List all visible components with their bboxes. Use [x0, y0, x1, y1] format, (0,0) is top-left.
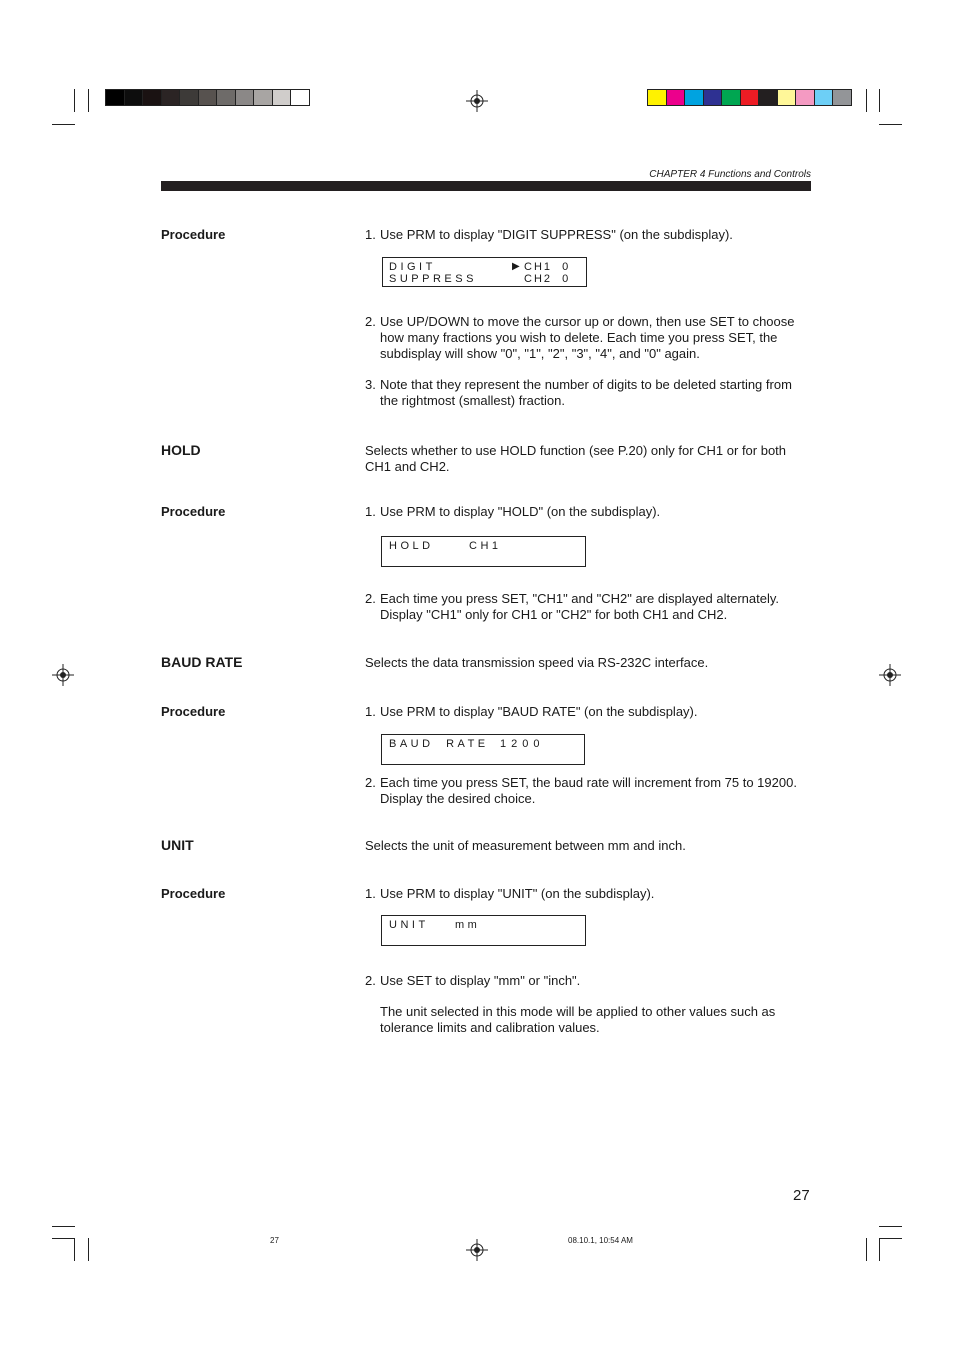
footer-page-ref: 27 [270, 1236, 279, 1245]
color-swatch [235, 89, 255, 106]
procedure-label: Procedure [161, 227, 226, 242]
step-number: 2. [365, 775, 376, 790]
display-text: 1200 [500, 738, 545, 750]
color-swatch [666, 89, 686, 106]
crop-mark [879, 1226, 902, 1227]
step-number: 1. [365, 504, 376, 519]
display-text: BAUD RATE [389, 738, 489, 750]
section-title-hold: HOLD [161, 442, 201, 458]
crop-mark [866, 89, 867, 112]
color-swatch [290, 89, 310, 106]
color-swatch [814, 89, 834, 106]
subdisplay-hold [381, 536, 586, 567]
color-swatch [253, 89, 273, 106]
cursor-arrow-icon: ▶ [512, 261, 520, 272]
digit-suppress-step-2 [365, 314, 810, 362]
subdisplay-baud-rate [381, 734, 585, 765]
display-text: SUPPRESS [389, 273, 477, 285]
color-swatch [721, 89, 741, 106]
display-text: HOLD [389, 540, 434, 552]
subdisplay-unit [381, 915, 586, 946]
step-text: Use UP/DOWN to move the cursor up or down, then use SET to choose how many fractions you wish to delete. Each time you press SET, the subdisplay will show "0", "1", "2", "3", "4", and "0" again. [380, 314, 795, 361]
crop-mark [88, 1238, 89, 1261]
procedure-label: Procedure [161, 886, 226, 901]
page-number: 27 [793, 1187, 810, 1204]
step-text: Use PRM to display "DIGIT SUPPRESS" (on the subdisplay). [380, 227, 733, 242]
color-swatch [740, 89, 760, 106]
crop-mark [866, 1238, 867, 1261]
step-number: 1. [365, 886, 376, 901]
color-swatch [179, 89, 199, 106]
hold-step-1 [365, 504, 810, 520]
crop-mark [879, 124, 902, 125]
display-text: DIGIT [389, 261, 436, 273]
registration-mark-icon [52, 664, 74, 686]
unit-step-1 [365, 886, 810, 902]
display-text: CH1 [469, 540, 502, 552]
step-text: Use SET to display "mm" or "inch". [380, 973, 581, 988]
subdisplay-digit-suppress [382, 257, 587, 287]
color-swatch [198, 89, 218, 106]
chapter-heading: CHAPTER 4 Functions and Controls [649, 169, 811, 180]
step-number: 1. [365, 704, 376, 719]
unit-step-2 [365, 973, 810, 989]
registration-mark-icon [466, 90, 488, 112]
crop-mark [52, 1238, 75, 1239]
step-text: Use PRM to display "BAUD RATE" (on the subdisplay). [380, 704, 698, 719]
color-swatch [216, 89, 236, 106]
footer-timestamp: 08.10.1, 10:54 AM [568, 1236, 633, 1245]
step-text: Use PRM to display "UNIT" (on the subdisplay). [380, 886, 655, 901]
crop-mark [88, 89, 89, 112]
crop-mark [879, 89, 880, 112]
digit-suppress-step-3 [365, 377, 810, 409]
crop-mark [52, 1226, 75, 1227]
display-text: mm [455, 919, 481, 931]
color-swatch [142, 89, 162, 106]
step-text: Note that they represent the number of digits to be deleted starting from the rightmost (smallest) fraction. [380, 377, 792, 408]
display-text: UNIT [389, 919, 429, 931]
baud-rate-description: Selects the data transmission speed via RS-232C interface. [365, 655, 709, 670]
crop-mark [74, 1238, 75, 1261]
step-number: 1. [365, 227, 376, 242]
baud-rate-step-2 [365, 775, 810, 807]
unit-note: The unit selected in this mode will be applied to other values such as tolerance limits and calibration values. [380, 1004, 776, 1035]
display-text: CH1 0 [524, 261, 571, 273]
color-swatch [758, 89, 778, 106]
section-title-unit: UNIT [161, 837, 194, 853]
hold-step-2 [365, 591, 810, 623]
section-title-baud-rate: BAUD RATE [161, 654, 243, 670]
color-swatch [647, 89, 667, 106]
color-swatch [161, 89, 181, 106]
step-text: Use PRM to display "HOLD" (on the subdisplay). [380, 504, 661, 519]
hold-description: Selects whether to use HOLD function (see P.20) only for CH1 or for both CH1 and CH2. [365, 443, 787, 474]
step-number: 2. [365, 973, 376, 988]
crop-mark [879, 1238, 902, 1239]
digit-suppress-step-1 [365, 227, 810, 243]
step-text: Each time you press SET, "CH1" and "CH2" are displayed alternately. Display "CH1" only for CH1 or "CH2" for both CH1 and CH2. [380, 591, 780, 622]
registration-mark-icon [466, 1239, 488, 1261]
color-swatch [795, 89, 815, 106]
unit-description: Selects the unit of measurement between mm and inch. [365, 838, 686, 853]
color-swatch [124, 89, 144, 106]
display-text: CH2 0 [524, 273, 571, 285]
crop-mark [879, 1238, 880, 1261]
step-number: 2. [365, 314, 376, 329]
color-swatch [272, 89, 292, 106]
procedure-label: Procedure [161, 704, 226, 719]
color-swatch [703, 89, 723, 106]
baud-rate-step-1 [365, 704, 810, 720]
color-swatch [684, 89, 704, 106]
header-rule [161, 181, 811, 191]
registration-mark-icon [879, 664, 901, 686]
step-number: 2. [365, 591, 376, 606]
procedure-label: Procedure [161, 504, 226, 519]
step-number: 3. [365, 377, 376, 392]
color-swatch [105, 89, 125, 106]
color-swatch [832, 89, 852, 106]
step-text: Each time you press SET, the baud rate will increment from 75 to 19200. Display the desired choice. [380, 775, 797, 806]
crop-mark [74, 89, 75, 112]
color-swatch [777, 89, 797, 106]
crop-mark [52, 124, 75, 125]
